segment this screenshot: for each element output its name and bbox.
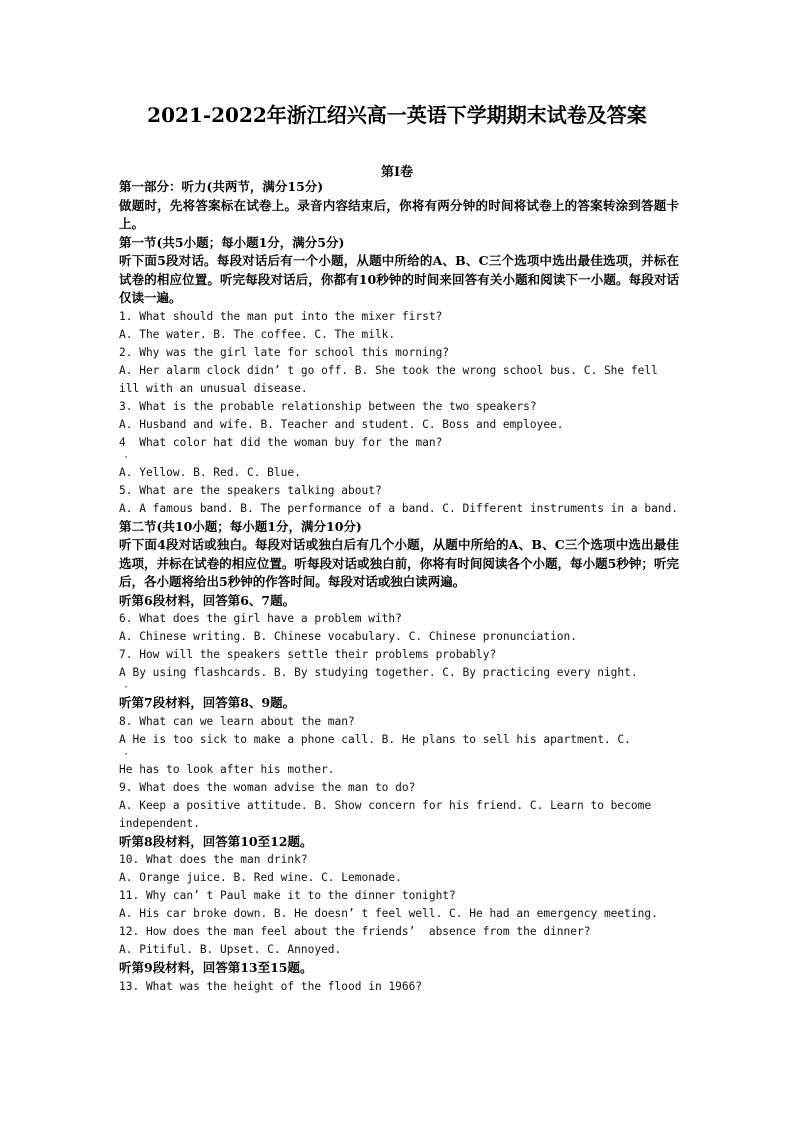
bullet-mark: ·: [123, 748, 130, 760]
question-1-options: A. The water. B. The coffee. C. The milk.: [119, 327, 396, 341]
volume-label: 第Ⅰ卷: [380, 165, 414, 180]
bullet-mark: ·: [123, 451, 130, 463]
question-11: 11. Why can’ t Paul make it to the dinner tonight?: [119, 889, 456, 902]
bullet-mark: ·: [123, 682, 130, 693]
question-8: 8. What can we learn about the man?: [119, 714, 355, 728]
material-6-heading: 听第6段材料，回答第6、7题。: [119, 592, 296, 608]
question-3-options: A. Husband and wife. B. Teacher and student. C. Boss and employee.: [119, 417, 564, 431]
question-12: 12. How does the man feel about the friends’ absence from the dinner?: [119, 925, 591, 938]
question-4: 4 What color hat did the woman buy for the man?: [119, 435, 443, 449]
question-7: 7. How will the speakers settle their problems probably?: [119, 648, 497, 661]
section2-instruction: 听下面4段对话或独白。每段对话或独白后有几个小题，从题中所给的A、B、C三个选项中选出最佳选项，并标在试卷的相应位置。听每段对话或独白前，你将有时间阅读各个小题，每小题5秒钟；听完后，各小题将给出5秒钟的作答时间。每段对话或独白读两遍。: [119, 537, 679, 589]
question-5-options: A. A famous band. B. The performance of a band. C. Different instruments in a band.: [119, 501, 679, 515]
part1-instruction: 做题时，先将答案标在试卷上。录音内容结束后，你将有两分钟的时间将试卷上的答案转涂到答题卡上。: [119, 197, 679, 231]
part1-heading: 第一部分：听力(共两节，满分15分): [119, 179, 324, 194]
question-9: 9. What does the woman advise the man to do?: [119, 780, 416, 794]
material-9-heading: 听第9段材料，回答第13至15题。: [119, 960, 313, 975]
section1-heading: 第一节(共5小题；每小题1分，满分5分): [119, 234, 345, 250]
question-7-options: A By using flashcards. B. By studying together. C. By practicing every night.: [119, 666, 638, 679]
document-title: 2021-2022年浙江绍兴高一英语下学期期末试卷及答案: [147, 103, 647, 127]
question-10: 10. What does the man drink?: [119, 853, 308, 866]
document-body: [119, 178, 679, 996]
question-3: 3. What is the probable relationship between the two speakers?: [119, 399, 537, 413]
section2-heading: 第二节(共10小题；每小题1分，满分10分): [119, 518, 362, 534]
section1-instruction: 听下面5段对话。每段对话后有一个小题，从题中所给的A、B、C三个选项中选出最佳选项，并标在试卷的相应位置。听完每段对话后，你都有10秒钟的时间来回答有关小题和阅读下一小题。每段对话仅读一遍。: [119, 253, 679, 305]
question-6: 6. What does the girl have a problem with?: [119, 612, 402, 625]
question-2-options: A. Her alarm clock didn’ t go off. B. She took the wrong school bus. C. She fell ill with an unusual disease.: [119, 363, 665, 395]
question-8-options-line1: A He is too sick to make a phone call. B. He plans to sell his apartment. C.: [119, 732, 631, 746]
question-2: 2. Why was the girl late for school this morning?: [119, 345, 450, 359]
question-1: 1. What should the man put into the mixer first?: [119, 309, 443, 323]
question-10-options: A. Orange juice. B. Red wine. C. Lemonade.: [119, 871, 402, 884]
question-4-options: A. Yellow. B. Red. C. Blue.: [119, 465, 301, 479]
question-12-options: A. Pitiful. B. Upset. C. Annoyed.: [119, 943, 342, 956]
question-6-options: A. Chinese writing. B. Chinese vocabulary. C. Chinese pronunciation.: [119, 630, 578, 643]
question-13: 13. What was the height of the flood in 1966?: [119, 979, 423, 993]
question-11-options: A. His car broke down. B. He doesn’ t feel well. C. He had an emergency meeting.: [119, 907, 658, 920]
material-8-heading: 听第8段材料，回答第10至12题。: [119, 833, 313, 849]
material-7-heading: 听第7段材料，回答第8、9题。: [119, 695, 296, 710]
question-8-options-line2: He has to look after his mother.: [119, 762, 335, 776]
question-9-options: A. Keep a positive attitude. B. Show concern for his friend. C. Learn to become independent.: [119, 798, 658, 830]
question-5: 5. What are the speakers talking about?: [119, 483, 382, 497]
